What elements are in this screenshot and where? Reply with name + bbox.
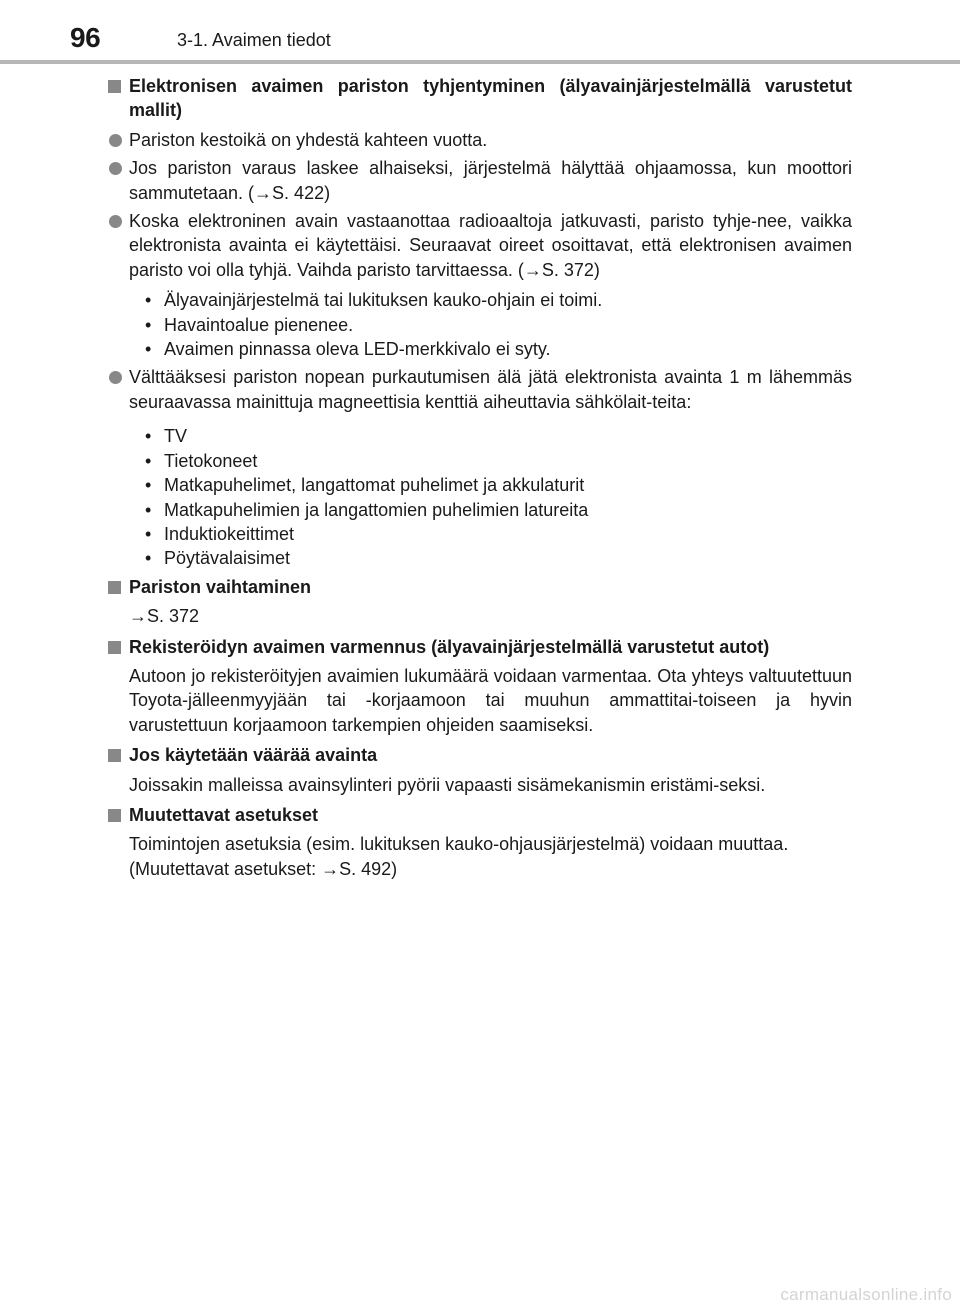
heading-text: Rekisteröidyn avaimen varmennus (älyavainjärjestelmällä varustetut autot) bbox=[129, 636, 770, 657]
list-item: • Avaimen pinnassa oleva LED-merkkivalo ei syty. bbox=[145, 337, 852, 361]
circle-bullet-icon bbox=[109, 215, 122, 228]
section-key-verification bbox=[108, 635, 852, 738]
paragraph-text: Välttääksesi pariston nopean purkautumisen älä jätä elektronista avainta 1 m lähemmäs seuraavassa mainittuja magneettisia kenttiä aiheuttavia sähkölait-teita: bbox=[129, 367, 852, 412]
body-text: Toimintojen asetuksia (esim. lukituksen kauko-ohjausjärjestelmä) voidaan muuttaa. bbox=[129, 834, 789, 855]
circle-paragraph bbox=[108, 156, 852, 205]
watermark: carmanualsonline.info bbox=[780, 1285, 952, 1304]
page-reference: (Muutettavat asetukset: →S. 492) bbox=[129, 858, 398, 879]
page-content bbox=[108, 74, 852, 887]
section-title: 3-1. Avaimen tiedot bbox=[177, 30, 331, 50]
heading-text: Muutettavat asetukset bbox=[129, 804, 319, 825]
section-heading bbox=[108, 803, 852, 827]
symptom-list bbox=[108, 288, 852, 361]
section-heading bbox=[108, 743, 852, 767]
body-text: Joissakin malleissa avainsylinteri pyörii vapaasti sisämekanismin eristämi-seksi. bbox=[129, 774, 766, 795]
section-battery-replacement bbox=[108, 575, 852, 629]
paragraph-text: Koska elektroninen avain vastaanottaa radioaaltoja jatkuvasti, paristo tyhje-nee, vaikka elektronista avainta ei käytettäisi. Seuraavat oireet osoittavat, että elektronisen avaimen paristo voi olla tyhjä. Vaihda paristo tarvittaessa. (→S. 372) bbox=[129, 211, 852, 280]
square-bullet-icon bbox=[108, 641, 121, 654]
page-header bbox=[0, 0, 960, 60]
page-reference: →S. 372 bbox=[129, 606, 200, 627]
circle-paragraph bbox=[108, 209, 852, 282]
square-bullet-icon bbox=[108, 80, 121, 93]
heading-text: Pariston vaihtaminen bbox=[129, 576, 312, 597]
device-list bbox=[108, 424, 852, 570]
section-battery-depletion bbox=[108, 74, 852, 571]
list-item: • Matkapuhelimien ja langattomien puhelimien latureita bbox=[145, 498, 852, 522]
heading-text: Elektronisen avaimen pariston tyhjentyminen (älyavainjärjestelmällä varustetut mallit) bbox=[129, 76, 852, 121]
section-wrong-key bbox=[108, 743, 852, 797]
list-item: • TV bbox=[145, 424, 852, 448]
header-divider bbox=[0, 60, 960, 64]
circle-paragraph bbox=[108, 365, 852, 414]
circle-bullet-icon bbox=[109, 162, 122, 175]
section-heading bbox=[108, 575, 852, 599]
list-item: • Tietokoneet bbox=[145, 449, 852, 473]
list-item: • Matkapuhelimet, langattomat puhelimet ja akkulaturit bbox=[145, 473, 852, 497]
section-customizable-settings bbox=[108, 803, 852, 881]
body-text: Autoon jo rekisteröityjen avaimien lukumäärä voidaan varmentaa. Ota yhteys valtuutettuun Toyota-jälleenmyyjään tai -korjaamoon tai muuhun ammattitai-toiseen ja hyvin varustettuun korjaamoon tarkempien ohjeiden saamiseksi. bbox=[129, 665, 852, 735]
square-bullet-icon bbox=[108, 581, 121, 594]
section-heading bbox=[108, 74, 852, 123]
circle-bullet-icon bbox=[109, 371, 122, 384]
heading-text: Jos käytetään väärää avainta bbox=[129, 745, 378, 766]
list-item: • Pöytävalaisimet bbox=[145, 546, 852, 570]
paragraph-text: Pariston kestoikä on yhdestä kahteen vuotta. bbox=[129, 129, 488, 150]
circle-bullet-icon bbox=[109, 134, 122, 147]
section-heading bbox=[108, 635, 852, 659]
list-item: • Havaintoalue pienenee. bbox=[145, 313, 852, 337]
circle-paragraph bbox=[108, 128, 852, 152]
square-bullet-icon bbox=[108, 809, 121, 822]
paragraph-text: Jos pariston varaus laskee alhaiseksi, järjestelmä hälyttää ohjaamossa, kun moottori sammutetaan. (→S. 422) bbox=[129, 158, 852, 203]
list-item: • Älyavainjärjestelmä tai lukituksen kauko-ohjain ei toimi. bbox=[145, 288, 852, 312]
page-number: 96 bbox=[70, 22, 101, 53]
square-bullet-icon bbox=[108, 749, 121, 762]
list-item: • Induktiokeittimet bbox=[145, 522, 852, 546]
